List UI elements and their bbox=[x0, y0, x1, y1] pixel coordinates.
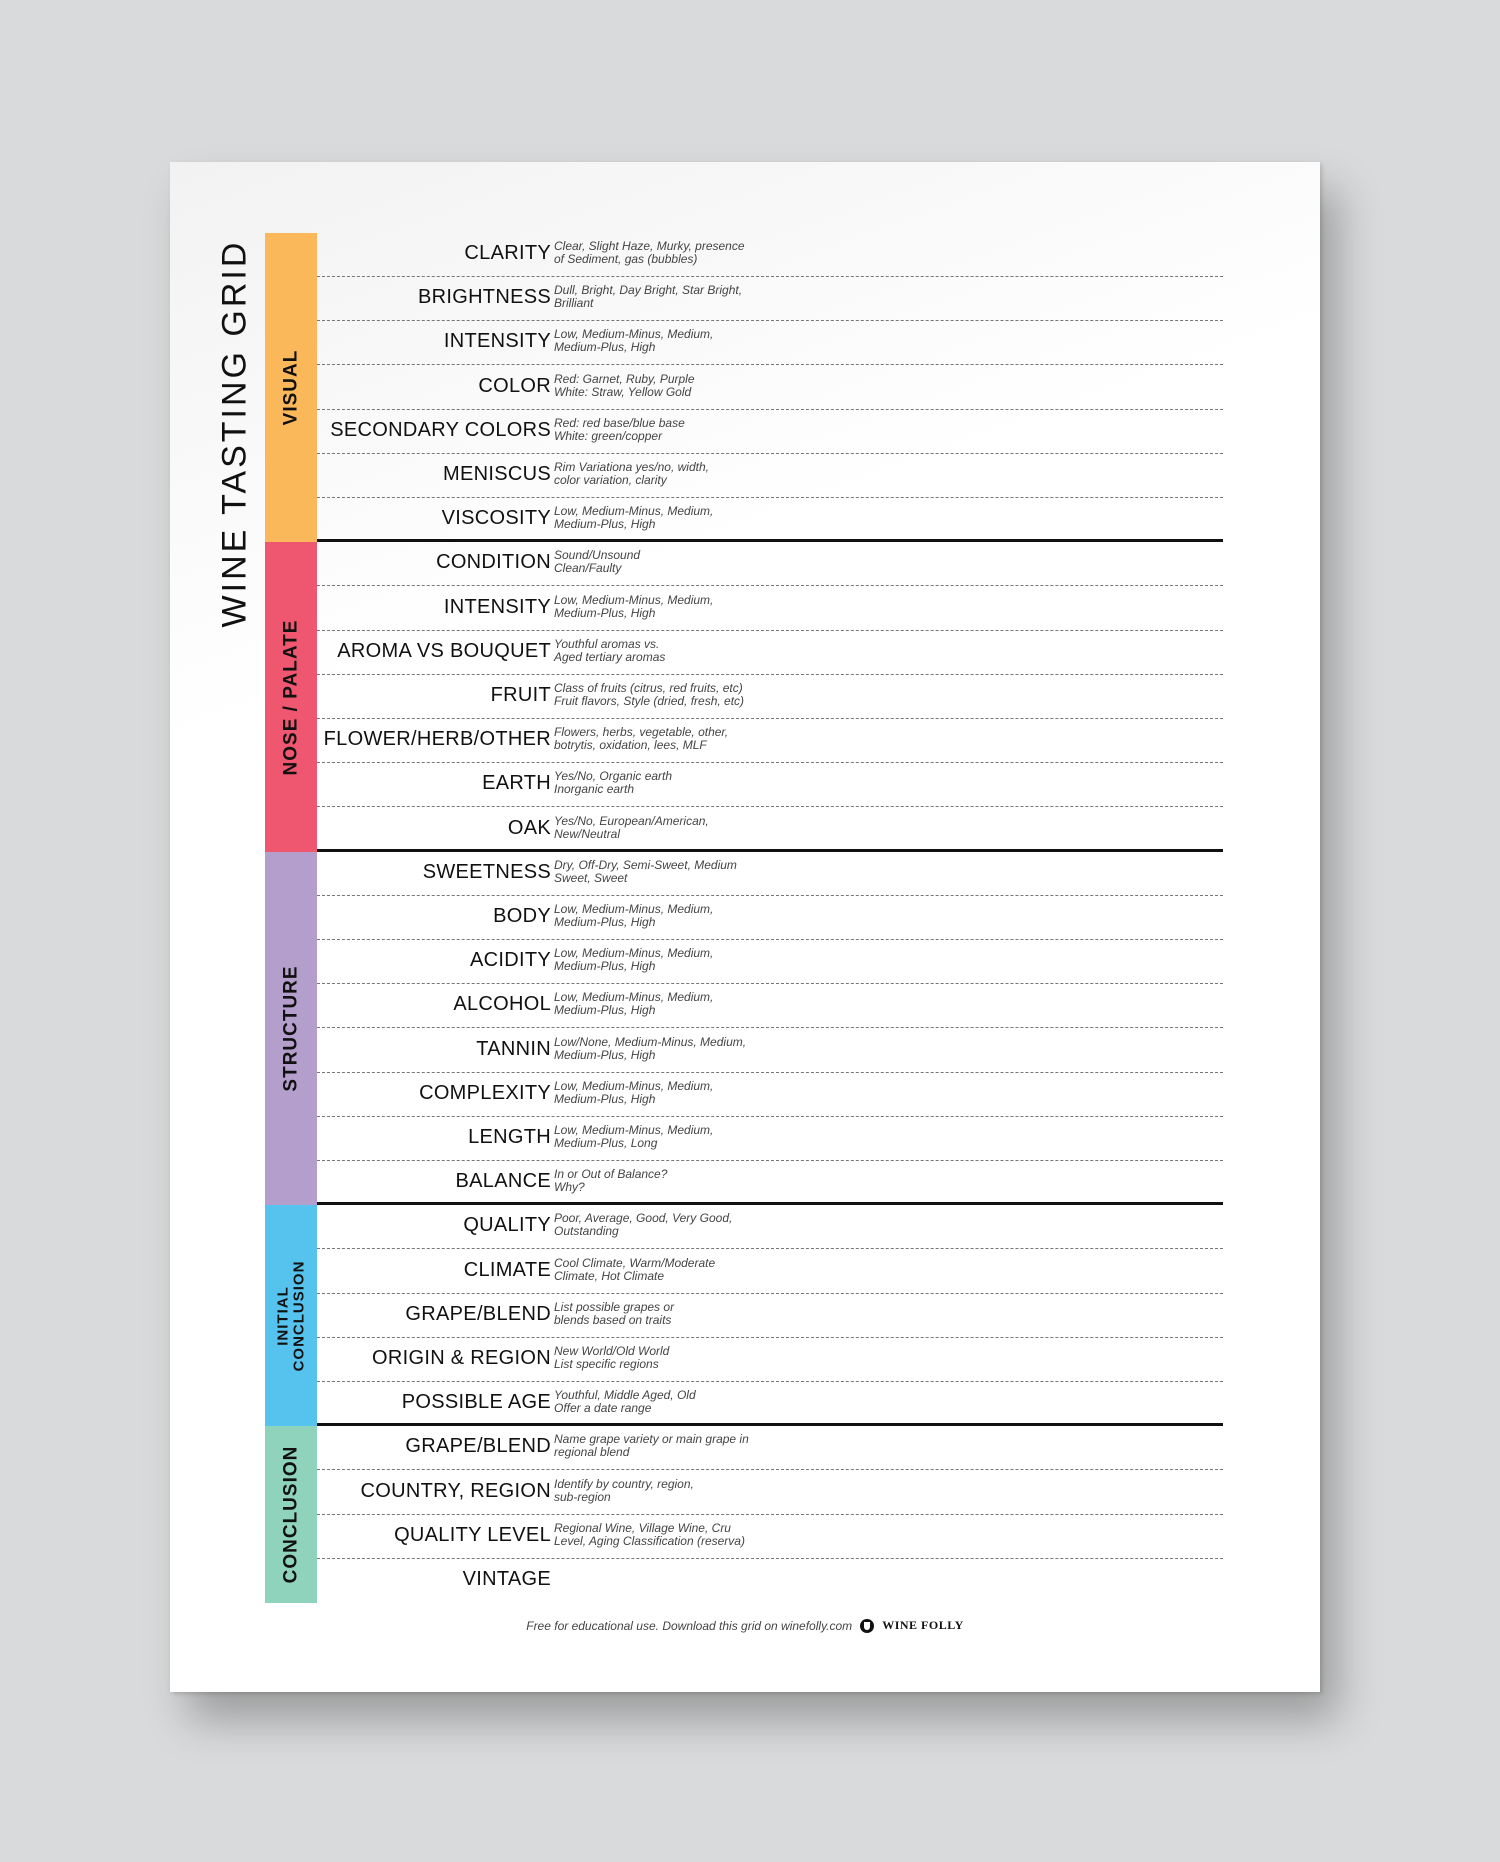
row-label: CONDITION bbox=[436, 551, 551, 574]
section-label: STRUCTURE bbox=[280, 965, 302, 1092]
row-hint: Sound/Unsound Clean/Faulty bbox=[554, 548, 641, 576]
row-hint: Red: red base/blue base White: green/copper bbox=[554, 415, 685, 443]
brand-name: WINE FOLLY bbox=[882, 1618, 964, 1632]
grid-row[interactable] bbox=[317, 587, 1223, 631]
grid-row[interactable] bbox=[317, 1250, 1223, 1294]
row-label: GRAPE/BLEND bbox=[405, 1302, 551, 1325]
row-hint: Low, Medium-Minus, Medium, Medium-Plus, High bbox=[554, 1078, 714, 1106]
grid-row[interactable] bbox=[317, 233, 1223, 277]
row-label: VISCOSITY bbox=[441, 507, 551, 530]
section-band-3 bbox=[265, 852, 317, 1206]
row-hint: Identify by country, region, sub-region bbox=[554, 1476, 694, 1504]
row-label: FLOWER/HERB/OTHER bbox=[323, 728, 551, 751]
grid-row[interactable] bbox=[317, 1471, 1223, 1515]
row-hint: Low, Medium-Minus, Medium, Medium-Plus, High bbox=[554, 902, 714, 929]
section-band-2 bbox=[265, 542, 317, 851]
page-title: WINE TASTING GRID bbox=[215, 239, 254, 627]
row-hint: Dull, Bright, Day Bright, Star Bright, Brilliant bbox=[554, 283, 743, 311]
row-label: VINTAGE bbox=[462, 1568, 551, 1590]
row-hint: Youthful aromas vs. Aged tertiary aromas bbox=[554, 636, 666, 664]
row-label: CLIMATE bbox=[463, 1258, 551, 1281]
row-label: LENGTH bbox=[468, 1126, 551, 1148]
row-hint: Low, Medium-Minus, Medium, Medium-Plus, High bbox=[554, 990, 714, 1018]
row-label: MENISCUS bbox=[443, 463, 551, 485]
row-label: SECONDARY COLORS bbox=[330, 418, 551, 441]
grid-row[interactable] bbox=[317, 277, 1223, 321]
grid-row[interactable] bbox=[317, 675, 1223, 719]
wine-glass-logo-icon bbox=[860, 1619, 874, 1633]
grid-row[interactable] bbox=[317, 1117, 1223, 1161]
row-hint: Red: Garnet, Ruby, Purple White: Straw, Yellow Gold bbox=[554, 371, 695, 399]
row-hint: List possible grapes or blends based on traits bbox=[554, 1299, 675, 1327]
grid-row[interactable] bbox=[317, 454, 1223, 498]
row-hint: Yes/No, Organic earth Inorganic earth bbox=[554, 769, 673, 797]
grid-row[interactable] bbox=[317, 631, 1223, 675]
row-label: QUALITY bbox=[463, 1214, 551, 1237]
row-label: BODY bbox=[493, 905, 551, 927]
row-label: OAK bbox=[507, 816, 551, 839]
grid-row[interactable] bbox=[317, 1161, 1223, 1205]
row-label: AROMA VS BOUQUET bbox=[337, 639, 551, 662]
grid-row[interactable] bbox=[317, 1515, 1223, 1559]
row-hint: Low, Medium-Minus, Medium, Medium-Plus, High bbox=[554, 946, 714, 974]
row-hint: Clear, Slight Haze, Murky, presence of Sediment, gas (bubbles) bbox=[554, 239, 745, 266]
footer-note: Free for educational use. Download this grid on winefolly.com bbox=[526, 1618, 853, 1633]
row-label: COLOR bbox=[478, 374, 551, 397]
grid-row[interactable] bbox=[317, 1338, 1223, 1382]
grid-row[interactable] bbox=[317, 1205, 1223, 1249]
row-label: BRIGHTNESS bbox=[417, 286, 551, 309]
row-label: FRUIT bbox=[490, 684, 551, 706]
row-hint: Regional Wine, Village Wine, Cru Level, Aging Classification (reserva) bbox=[554, 1520, 745, 1548]
grid-row[interactable] bbox=[317, 1294, 1223, 1338]
grid-row[interactable] bbox=[317, 940, 1223, 984]
grid-row[interactable] bbox=[317, 852, 1223, 896]
row-label: CLARITY bbox=[464, 242, 551, 264]
grid-row[interactable] bbox=[317, 1559, 1223, 1603]
row-label: COMPLEXITY bbox=[419, 1081, 551, 1104]
row-hint: Low, Medium-Minus, Medium, Medium-Plus, High bbox=[554, 592, 714, 620]
row-label: ORIGIN & REGION bbox=[372, 1347, 551, 1369]
grid-row[interactable] bbox=[317, 1029, 1223, 1073]
row-hint: Class of fruits (citrus, red fruits, etc) Fruit flavors, Style (dried, fresh, etc) bbox=[554, 681, 745, 708]
row-label: INTENSITY bbox=[443, 330, 551, 353]
row-label: EARTH bbox=[482, 772, 551, 795]
grid-row[interactable] bbox=[317, 763, 1223, 807]
grid-row[interactable] bbox=[317, 896, 1223, 940]
section-label: NOSE / PALATE bbox=[280, 619, 302, 776]
section-label: CONCLUSION bbox=[280, 1445, 302, 1584]
grid-row[interactable] bbox=[317, 366, 1223, 410]
row-hint: Low, Medium-Minus, Medium, Medium-Plus, High bbox=[554, 327, 714, 355]
section-band-1 bbox=[265, 233, 317, 542]
section-band-4 bbox=[265, 1205, 317, 1426]
row-label: QUALITY LEVEL bbox=[394, 1523, 551, 1546]
grid-row[interactable] bbox=[317, 1382, 1223, 1426]
row-hint: Youthful, Middle Aged, Old Offer a date range bbox=[554, 1388, 696, 1416]
row-hint: Rim Variationa yes/no, width, color variation, clarity bbox=[554, 460, 709, 487]
grid-row[interactable] bbox=[317, 410, 1223, 454]
row-hint: Dry, Off-Dry, Semi-Sweet, Medium Sweet, Sweet bbox=[554, 857, 737, 885]
grid-row[interactable] bbox=[317, 321, 1223, 365]
row-label: TANNIN bbox=[476, 1037, 551, 1060]
section-band-5 bbox=[265, 1426, 317, 1603]
grid-row[interactable] bbox=[317, 719, 1223, 763]
grid-row[interactable] bbox=[317, 1073, 1223, 1117]
row-hint: Yes/No, European/American, New/Neutral bbox=[554, 813, 709, 841]
row-hint: Flowers, herbs, vegetable, other, botrytis, oxidation, lees, MLF bbox=[554, 725, 729, 753]
row-hint: Low/None, Medium-Minus, Medium, Medium-Plus, High bbox=[554, 1034, 747, 1062]
row-hint: Name grape variety or main grape in regional blend bbox=[554, 1432, 749, 1460]
row-label: BALANCE bbox=[455, 1170, 551, 1193]
row-label: COUNTRY, REGION bbox=[360, 1479, 551, 1502]
row-hint: Low, Medium-Minus, Medium, Medium-Plus, Long bbox=[554, 1123, 714, 1150]
row-hint: Poor, Average, Good, Very Good, Outstanding bbox=[554, 1211, 733, 1239]
row-label: ACIDITY bbox=[470, 949, 551, 972]
grid-row[interactable] bbox=[317, 984, 1223, 1028]
section-label: VISUAL bbox=[280, 349, 302, 426]
grid-row[interactable] bbox=[317, 498, 1223, 542]
row-hint: Cool Climate, Warm/Moderate Climate, Hot Climate bbox=[554, 1255, 716, 1283]
section-label: INITIAL CONCLUSION bbox=[274, 1260, 307, 1372]
row-label: INTENSITY bbox=[443, 595, 551, 618]
grid-row[interactable] bbox=[317, 1426, 1223, 1470]
row-label: ALCOHOL bbox=[453, 993, 551, 1016]
row-hint: Low, Medium-Minus, Medium, Medium-Plus, High bbox=[554, 504, 714, 532]
footer bbox=[170, 1618, 1320, 1633]
grid-row[interactable] bbox=[317, 808, 1223, 852]
row-label: GRAPE/BLEND bbox=[405, 1435, 551, 1458]
row-label: SWEETNESS bbox=[422, 860, 551, 883]
row-hint: In or Out of Balance? Why? bbox=[554, 1167, 668, 1195]
grid-row[interactable] bbox=[317, 542, 1223, 586]
row-hint: New World/Old World List specific regions bbox=[554, 1344, 670, 1371]
row-label: POSSIBLE AGE bbox=[401, 1391, 551, 1414]
